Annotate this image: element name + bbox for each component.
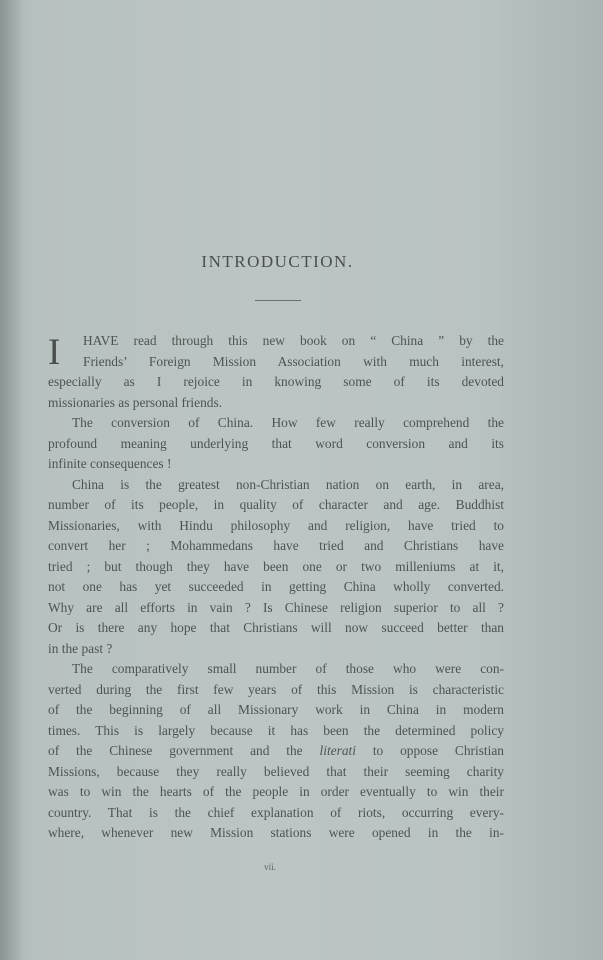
drop-cap: I xyxy=(48,332,61,373)
text-line: number of its people, in quality of character and age. Buddhist xyxy=(48,497,504,512)
text-line: tried ; but though they have been one or two milleniums at it, xyxy=(48,558,504,574)
text-line: missionaries as personal friends. xyxy=(48,394,223,410)
text-line: Missions, because they really believed that their seeming charity xyxy=(48,763,504,779)
text-line: not one has yet succeeded in getting China wholly converted. xyxy=(48,579,504,594)
text-line: Or is there any hope that Christians will now succeed better than xyxy=(48,620,504,635)
text-line: Friends’ Foreign Mission Association with much interest, xyxy=(83,353,504,369)
text-line: convert her ; Mohammedans have tried and Christians have xyxy=(48,538,504,553)
text-line: in the past ? xyxy=(48,640,113,656)
text-line: was to win the hearts of the people in order eventually to win their xyxy=(48,784,504,799)
text-line: The comparatively small number of those who were con- xyxy=(72,661,504,676)
text-line: where, whenever new Mission stations were opened in the in- xyxy=(48,825,504,840)
text-line: verted during the first few years of this Mission is characteristic xyxy=(48,681,504,697)
text-line: China is the greatest non-Christian nation on earth, in area, xyxy=(72,476,504,492)
page-edge-shadow xyxy=(0,0,24,960)
text-line: of the beginning of all Missionary work in China in modern xyxy=(48,702,504,717)
title-rule xyxy=(255,300,301,301)
text-line: country. That is the chief explanation of riots, occurring every- xyxy=(48,804,504,820)
text-line: profound meaning underlying that word conversion and its xyxy=(48,435,504,451)
text-line: times. This is largely because it has been the determined policy xyxy=(48,722,504,738)
introduction-text xyxy=(48,331,504,844)
page-number: vii. xyxy=(264,862,276,872)
text-line: Missionaries, with Hindu philosophy and religion, have tried to xyxy=(48,517,504,533)
text-line: of the Chinese government and the literati to oppose Christian xyxy=(48,743,504,758)
text-line: The conversion of China. How few really comprehend the xyxy=(72,415,504,430)
text-line: infinite consequences ! xyxy=(48,456,172,471)
page-title: INTRODUCTION. xyxy=(201,252,354,271)
text-line: especially as I rejoice in knowing some of its devoted xyxy=(48,374,504,389)
text-line: Why are all efforts in vain ? Is Chinese religion superior to all ? xyxy=(48,599,504,615)
italic-term: literati xyxy=(319,743,356,758)
text-line: HAVE read through this new book on “ China ” by the xyxy=(83,333,504,348)
